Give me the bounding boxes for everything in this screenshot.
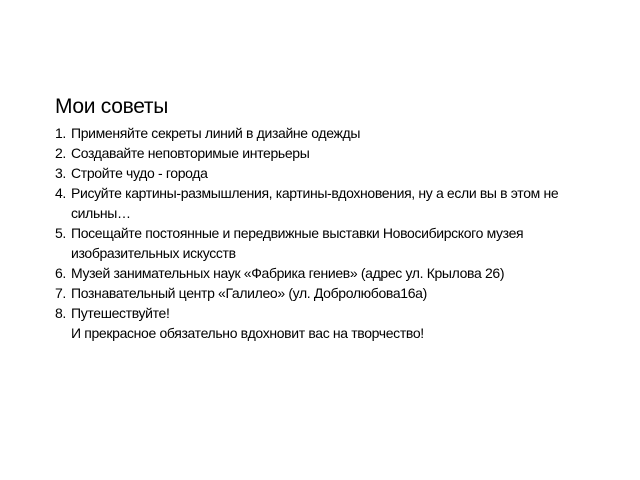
list-item-number: 4.	[55, 185, 66, 201]
list-item	[55, 283, 615, 303]
list-item-text-continued: изобразительных искусств	[71, 245, 236, 261]
list-item	[55, 263, 615, 283]
list-item	[55, 223, 615, 263]
list-item-text: Применяйте секреты линий в дизайне одежды	[71, 125, 361, 141]
list-item-number: 5.	[55, 225, 66, 241]
list-item-text: Рисуйте картины-размышления, картины-вдохновения, ну а если вы в этом не	[71, 185, 559, 201]
list-item-text: Познавательный центр «Галилео» (ул. Добролюбова16а)	[71, 285, 427, 301]
slide-title: Мои советы	[55, 95, 169, 118]
list-item-number: 7.	[55, 285, 66, 301]
list-item-text: Путешествуйте!	[71, 305, 170, 321]
list-item-text-continued: сильны…	[71, 205, 131, 221]
list-item	[55, 123, 615, 143]
tips-list	[55, 123, 615, 343]
list-item-text: Стройте чудо - города	[71, 165, 208, 181]
list-item-number: 2.	[55, 145, 66, 161]
slide-content	[55, 93, 615, 343]
list-item-text: Создавайте неповторимые интерьеры	[71, 145, 310, 161]
list-item-number: 8.	[55, 305, 66, 321]
list-item	[55, 163, 615, 183]
list-item	[55, 303, 615, 343]
list-item-text: Музей занимательных наук «Фабрика гениев» (адрес ул. Крылова 26)	[71, 265, 505, 281]
list-item-number: 6.	[55, 265, 66, 281]
list-item-number: 1.	[55, 125, 66, 141]
list-item-text-continued: И прекрасное обязательно вдохновит вас на творчество!	[71, 325, 424, 341]
list-item-text: Посещайте постоянные и передвижные выставки Новосибирского музея	[71, 225, 524, 241]
list-item-number: 3.	[55, 165, 66, 181]
list-item	[55, 143, 615, 163]
list-item	[55, 183, 615, 223]
